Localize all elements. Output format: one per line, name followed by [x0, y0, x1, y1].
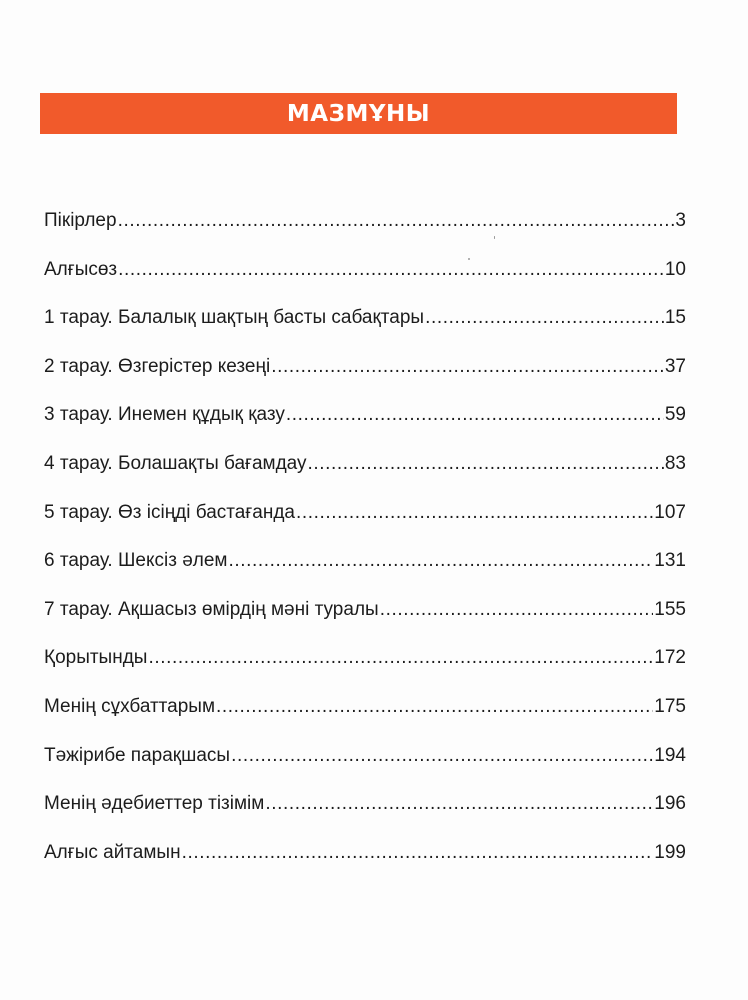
toc-entry[interactable] — [44, 793, 686, 842]
toc-entry-page: 175 — [654, 695, 686, 717]
dot-leader — [231, 745, 653, 767]
toc-entry-label: Алғыс айтамын — [44, 841, 181, 863]
toc-entry[interactable] — [44, 502, 686, 551]
dot-leader — [308, 453, 664, 475]
toc-entry[interactable] — [44, 599, 686, 648]
dot-leader — [228, 550, 653, 572]
toc-entry-label: Тәжірибе парақшасы — [44, 744, 231, 766]
toc-entry-label: Пікірлер — [44, 210, 117, 231]
page-title: МАЗМҰНЫ — [286, 100, 431, 127]
paper-speck — [494, 236, 495, 239]
toc-entry-page: 172 — [654, 647, 686, 669]
toc-entry-page: 15 — [664, 307, 686, 329]
toc-entry-label: Менің әдебиеттер тізімім — [44, 793, 265, 815]
dot-leader — [425, 307, 664, 329]
toc-entry[interactable] — [44, 696, 686, 745]
toc-entry-page: 196 — [654, 793, 686, 815]
toc-entry-page: 107 — [654, 501, 686, 523]
toc-entry-label: 7 тарау. Ақшасыз өмірдің мәні туралы — [44, 598, 379, 620]
dot-leader — [182, 842, 654, 864]
toc-entry-label: 3 тарау. Инемен құдық қазу — [44, 404, 285, 426]
toc-entry[interactable] — [44, 259, 686, 308]
toc-entry-page: 194 — [654, 744, 686, 766]
toc-entry-page: 83 — [664, 452, 686, 474]
toc-entry[interactable] — [44, 745, 686, 794]
toc-entry-label: 2 тарау. Өзгерістер кезеңі — [44, 355, 271, 377]
dot-leader — [286, 404, 664, 426]
toc-entry-page: 37 — [664, 355, 686, 377]
toc-entry-label: Менің сұхбаттарым — [44, 695, 216, 717]
toc-entry-label: 4 тарау. Болашақты бағамдау — [44, 452, 307, 474]
dot-leader — [271, 356, 664, 378]
toc-entry[interactable] — [44, 356, 686, 405]
dot-leader — [148, 647, 653, 669]
dot-leader — [380, 599, 654, 621]
dot-leader — [118, 259, 664, 281]
toc-entry-label: 6 тарау. Шексіз әлем — [44, 550, 228, 572]
toc-entry-page: 3 — [675, 210, 686, 231]
toc-entry[interactable] — [44, 307, 686, 356]
toc-entry-page: 59 — [664, 404, 686, 426]
toc-entry[interactable] — [44, 453, 686, 502]
dot-leader — [265, 793, 653, 815]
toc-entry[interactable] — [44, 550, 686, 599]
table-of-contents — [44, 210, 686, 890]
contents-title-bar — [40, 93, 677, 134]
toc-entry[interactable] — [44, 404, 686, 453]
toc-entry-page: 199 — [654, 841, 686, 863]
toc-entry[interactable] — [44, 842, 686, 891]
toc-entry-page: 155 — [654, 598, 686, 620]
dot-leader — [118, 210, 675, 232]
toc-entry-page: 10 — [664, 258, 686, 280]
toc-entry-label: 1 тарау. Балалық шақтың басты сабақтары — [44, 307, 425, 329]
paper-speck — [468, 258, 470, 260]
toc-entry[interactable] — [44, 210, 686, 259]
toc-entry-label: Алғысөз — [44, 258, 118, 280]
dot-leader — [216, 696, 653, 718]
toc-entry[interactable] — [44, 647, 686, 696]
toc-entry-label: Қорытынды — [44, 647, 148, 669]
toc-entry-label: 5 тарау. Өз ісіңді бастағанда — [44, 501, 295, 523]
dot-leader — [296, 502, 653, 524]
toc-entry-page: 131 — [654, 550, 686, 572]
